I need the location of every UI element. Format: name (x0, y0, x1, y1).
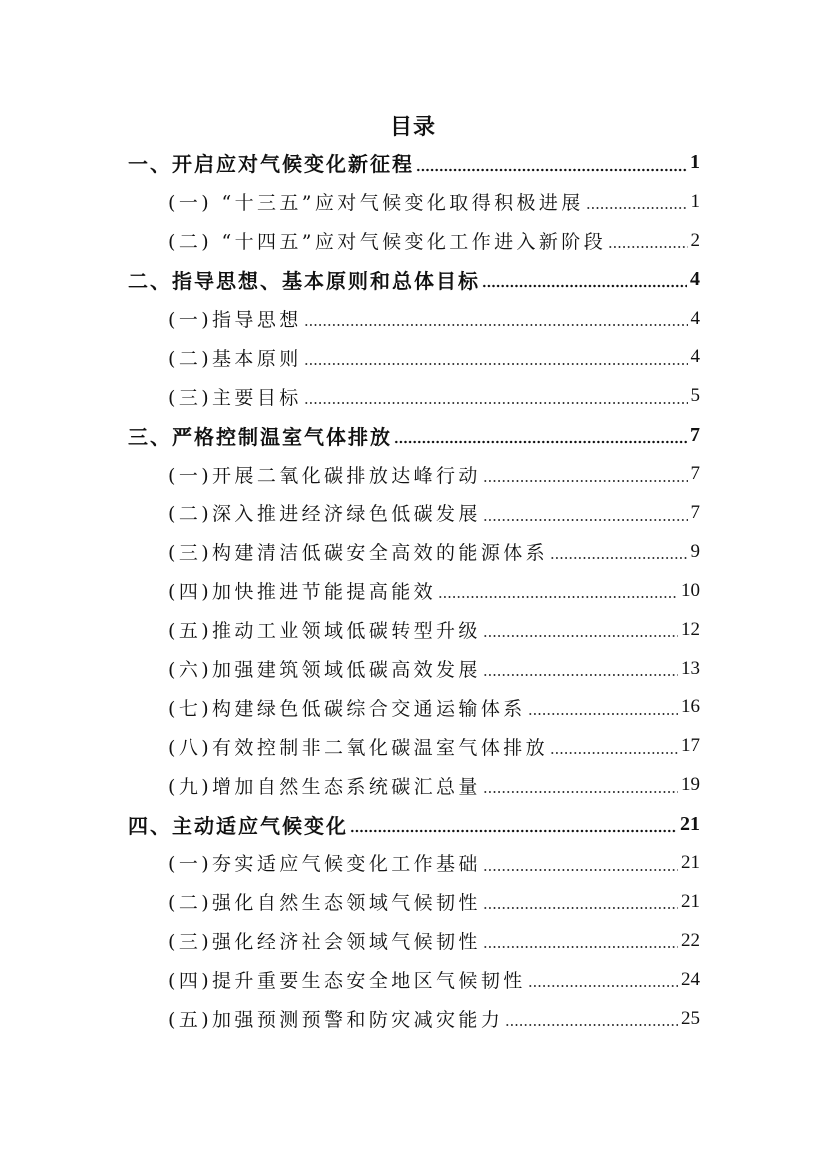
toc-page-number: 1 (690, 190, 700, 212)
toc-section-title: (四)提升重要生态安全地区气候韧性 (168, 970, 526, 993)
toc-section-title: (一)夯实适应气候变化工作基础 (168, 853, 481, 876)
toc-chapter-entry (128, 805, 700, 844)
toc-page-number: 19 (681, 774, 700, 796)
toc-section-title: (一) “十三五”应对气候变化取得积极进展 (168, 192, 584, 215)
toc-chapter-entry (128, 260, 700, 299)
toc-page-number: 2 (690, 229, 700, 251)
toc-page-number: 12 (681, 618, 700, 640)
dot-leader (483, 844, 678, 883)
toc-section-entry (168, 299, 700, 338)
dot-leader (586, 182, 688, 221)
dot-leader (550, 727, 678, 766)
toc-page-number: 7 (690, 501, 700, 523)
dot-leader (505, 999, 678, 1038)
toc-section-title: (二)强化自然生态领域气候韧性 (168, 892, 481, 915)
dot-leader (416, 144, 687, 183)
toc-section-title: (五)加强预测预警和防灾减灾能力 (168, 1009, 504, 1032)
toc-chapter-entry (128, 144, 700, 183)
toc-section-title: (三)主要目标 (168, 386, 302, 409)
dot-leader (483, 455, 688, 494)
toc-section-entry (168, 882, 700, 921)
toc-section-entry (168, 649, 700, 688)
toc-section-entry (168, 571, 700, 610)
toc-section-title: (三)强化经济社会领域气候韧性 (168, 931, 481, 954)
toc-page-number: 21 (681, 851, 700, 873)
toc-section-title: (八)有效控制非二氧化碳温室气体排放 (168, 736, 549, 759)
toc-chapter-title: 三、严格控制温室气体排放 (128, 424, 392, 449)
toc-page-number: 7 (690, 463, 700, 485)
toc-section-title: (七)构建绿色低碳综合交通运输体系 (168, 697, 526, 720)
toc-section-entry (168, 494, 700, 533)
toc-section-title: (一)开展二氧化碳排放达峰行动 (168, 464, 481, 487)
toc-list (0, 144, 826, 1038)
toc-section-entry (168, 610, 700, 649)
dot-leader (304, 299, 688, 338)
dot-leader (304, 377, 688, 416)
toc-section-entry (168, 766, 700, 805)
dot-leader (483, 649, 678, 688)
dot-leader (528, 688, 678, 727)
dot-leader (528, 960, 678, 999)
toc-section-entry (168, 727, 700, 766)
toc-section-entry (168, 182, 700, 221)
toc-section-entry (168, 999, 700, 1038)
toc-page-number: 7 (690, 423, 700, 446)
dot-leader (394, 416, 687, 455)
toc-page-number: 5 (690, 385, 700, 407)
toc-page-number: 4 (690, 268, 700, 291)
dot-leader (483, 921, 678, 960)
toc-page-number: 10 (681, 579, 700, 601)
dot-leader (438, 571, 678, 610)
toc-section-title: (二)基本原则 (168, 347, 302, 370)
toc-page-number: 21 (681, 890, 700, 912)
toc-page-number: 4 (690, 307, 700, 329)
toc-section-title: (一)指导思想 (168, 309, 302, 331)
toc-section-title: (三)构建清洁低碳安全高效的能源体系 (168, 542, 549, 565)
toc-section-title: (二) “十四五”应对气候变化工作进入新阶段 (168, 231, 607, 254)
toc-title: 目录 (389, 114, 436, 140)
toc-section-entry (168, 338, 700, 377)
dot-leader (550, 532, 687, 571)
toc-section-entry (168, 921, 700, 960)
dot-leader (482, 260, 687, 299)
toc-section-title: (四)加快推进节能提高能效 (168, 581, 437, 604)
toc-section-entry (168, 455, 700, 494)
toc-section-title: (九)增加自然生态系统碳汇总量 (168, 775, 481, 798)
toc-page-number: 21 (680, 812, 700, 835)
toc-section-entry (168, 377, 700, 416)
toc-section-entry (168, 960, 700, 999)
toc-page-number: 4 (690, 346, 700, 368)
toc-chapter-title: 一、开启应对气候变化新征程 (128, 152, 414, 177)
dot-leader (483, 494, 688, 533)
toc-page-number: 17 (681, 735, 700, 757)
toc-page-number: 24 (681, 968, 700, 990)
dot-leader (608, 221, 687, 260)
dot-leader (483, 766, 678, 805)
toc-chapter-entry (128, 416, 700, 455)
toc-page-number: 22 (681, 929, 700, 951)
toc-page-number: 9 (690, 540, 700, 562)
dot-leader (350, 805, 677, 844)
dot-leader (304, 338, 688, 377)
toc-page-number: 16 (681, 696, 700, 718)
toc-section-entry (168, 532, 700, 571)
dot-leader (483, 882, 678, 921)
toc-page-number: 25 (681, 1007, 700, 1029)
toc-section-entry (168, 688, 700, 727)
toc-chapter-title: 二、指导思想、基本原则和总体目标 (128, 269, 480, 294)
toc-chapter-title: 四、主动适应气候变化 (128, 813, 348, 838)
toc-section-title: (二)深入推进经济绿色低碳发展 (168, 503, 481, 526)
dot-leader (483, 610, 678, 649)
toc-section-title: (六)加强建筑领域低碳高效发展 (168, 659, 481, 682)
toc-page-number: 1 (690, 151, 700, 174)
toc-page-number: 13 (681, 657, 700, 679)
toc-section-title: (五)推动工业领域低碳转型升级 (168, 620, 481, 643)
toc-section-entry (168, 221, 700, 260)
toc-section-entry (168, 844, 700, 883)
